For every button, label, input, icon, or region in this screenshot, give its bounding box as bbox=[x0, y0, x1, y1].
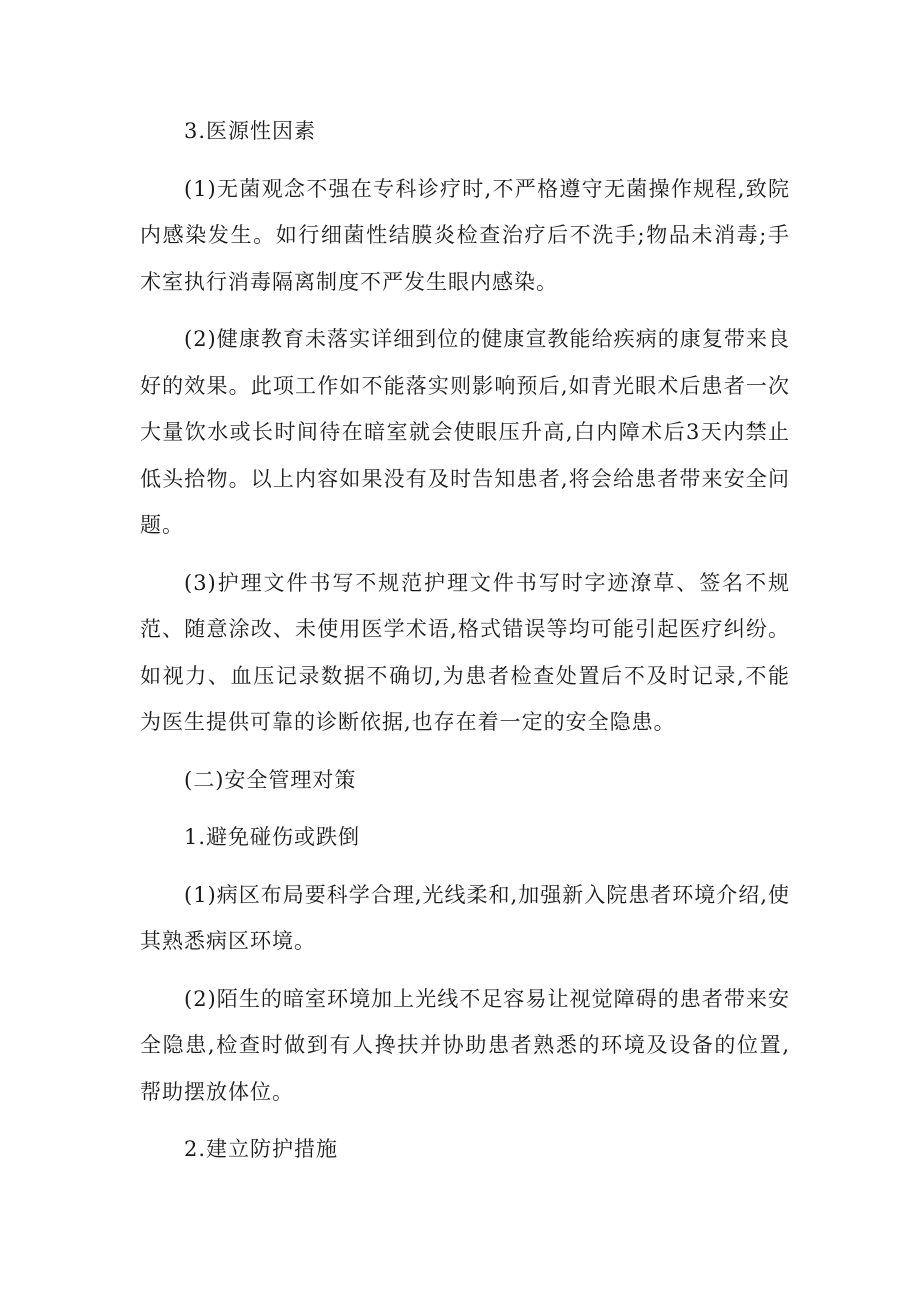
section-heading-safety-measures: (二)安全管理对策 bbox=[184, 767, 357, 792]
section-heading-iatrogenic-factors: 3.医源性因素 bbox=[184, 119, 317, 143]
paragraph-nursing-documents: (3)护理文件书写不规范护理文件书写时字迹潦草、签名不规范、随意涂改、未使用医学术语,格式错误等均可能引起医疗纠纷。如视力、血压记录数据不确切,为患者检查处置后不及时记录,不能为医生提供可靠的诊断依据,也存在着一定的安全隐患。 bbox=[140, 570, 790, 734]
paragraph-health-education: (2)健康教育未落实详细到位的健康宣教能给疾病的康复带来良好的效果。此项工作如不能落实则影响预后,如青光眼术后患者一次大量饮水或长时间待在暗室就会使眼压升高,白内障术后3天内禁止低头拾物。以上内容如果没有及时告知患者,将会给患者带来安全问题。 bbox=[140, 327, 790, 537]
subheading-avoid-injury-falls: 1.避免碰伤或跌倒 bbox=[184, 825, 361, 849]
paragraph-darkroom-environment: (2)陌生的暗室环境加上光线不足容易让视觉障碍的患者带来安全隐患,检查时做到有人搀扶并协助患者熟悉的环境及设备的位置,帮助摆放体位。 bbox=[140, 986, 790, 1104]
paragraph-aseptic-awareness: (1)无菌观念不强在专科诊疗时,不严格遵守无菌操作规程,致院内感染发生。如行细菌性结膜炎检查治疗后不洗手;物品未消毒;手术室执行消毒隔离制度不严发生眼内感染。 bbox=[140, 176, 790, 294]
paragraph-ward-layout: (1)病区布局要科学合理,光线柔和,加强新入院患者环境介绍,使其熟悉病区环境。 bbox=[140, 882, 790, 953]
subheading-protective-measures: 2.建立防护措施 bbox=[184, 1137, 339, 1161]
document-body bbox=[140, 108, 790, 1184]
